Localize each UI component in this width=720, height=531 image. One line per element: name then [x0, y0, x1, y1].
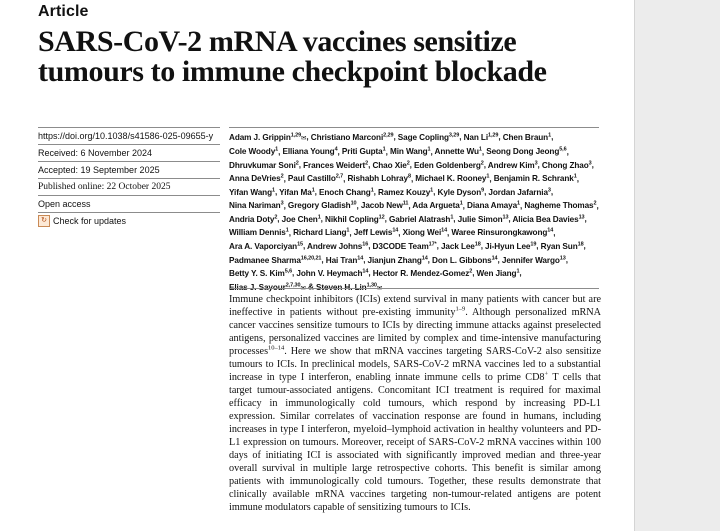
author-name[interactable]: William Dennis$^1$ [229, 227, 289, 238]
author-affiliation: 14 [441, 227, 448, 234]
author-affiliation: 13 [578, 214, 585, 221]
author-affiliation: 16 [362, 241, 369, 248]
author-affiliation: 12 [378, 214, 385, 221]
author-name[interactable]: Nagheme Thomas$^2$ [524, 200, 597, 211]
author-affiliation: 3 [547, 187, 551, 194]
author-name[interactable]: Rishabh Lohray$^8$ [347, 173, 411, 184]
author-name[interactable]: Adam J. Grippin$^{1,29}$✉ [229, 132, 307, 142]
author-name[interactable]: Paul Castillo$^{2,7}$ [287, 173, 344, 184]
citation-ref[interactable]: 1–9 [455, 305, 466, 313]
author-affiliation: 1 [311, 187, 315, 194]
author-name[interactable]: Elias J. Sayour$^{2,7,30}$✉ [229, 281, 306, 292]
author-name[interactable]: Jack Lee$^{18}$ [440, 241, 481, 251]
author-name[interactable]: Nikhil Copling$^{12}$ [325, 214, 385, 224]
author-affiliation: 14 [362, 268, 369, 275]
email-icon[interactable]: ✉ [301, 134, 307, 142]
author-name[interactable]: Andrew Johns$^{16}$ [307, 241, 369, 251]
author-name[interactable]: Eden Goldenberg$^2$ [414, 160, 484, 170]
author-affiliation: 2,7,30 [285, 281, 301, 288]
author-affiliation: 1 [430, 187, 434, 194]
author-name[interactable]: Chen Braun$^1$ [502, 132, 552, 142]
author-name[interactable]: Michael K. Rooney$^1$ [415, 173, 490, 184]
author-affiliation: 2,29 [383, 132, 394, 138]
author-affiliation: 2 [480, 160, 484, 167]
author-affiliation: 3 [280, 200, 284, 207]
author-name[interactable]: Jacob New$^{11}$ [360, 200, 409, 211]
author-name[interactable]: Ada Argueta$^1$ [412, 200, 463, 211]
author-name[interactable]: Seong Dong Jeong$^{5,6}$ [486, 146, 567, 157]
author-affiliation: 14 [392, 227, 399, 234]
author-name[interactable]: Ryan Sun$^{18}$ [540, 241, 584, 251]
author-affiliation: 14 [491, 254, 498, 261]
author-affiliation: 1 [450, 214, 454, 221]
author-affiliation: 2,7 [335, 173, 344, 180]
author-name[interactable]: Dhruvkumar Soni$^2$ [229, 160, 299, 170]
author-name[interactable]: Alicia Bea Davies$^{13}$ [512, 214, 585, 224]
citation-ref[interactable]: + [544, 370, 549, 378]
author-name[interactable]: Priti Gupta$^1$ [341, 146, 386, 157]
viewer-scroll-area[interactable] [634, 0, 720, 531]
author-affiliation: 16,20,21 [300, 254, 322, 261]
author-name[interactable]: Joe Chen$^1$ [281, 214, 321, 224]
author-affiliation: 10 [350, 200, 357, 207]
author-name[interactable]: Jeff Lewis$^{14}$ [353, 227, 399, 238]
author-affiliation: 9 [481, 187, 485, 194]
author-name[interactable]: Chao Xie$^2$ [372, 160, 410, 170]
author-name[interactable]: Christiano Marconi$^{2,29}$ [310, 132, 394, 142]
author-affiliation: 13 [502, 214, 509, 221]
author-affiliation: 1 [346, 227, 350, 234]
author-name[interactable]: John V. Heymach$^{14}$ [296, 268, 369, 279]
author-affiliation: 1 [486, 173, 490, 180]
author-name[interactable]: Hector R. Mendez-Gomez$^2$ [372, 268, 473, 279]
abstract: Immune checkpoint inhibitors (ICIs) extend survival in many patients with cancer but are ineffective in patients without pre-existing immunity$^{1-9}$. Although personalized mRNA cancer vaccines sensitize tumours to ICIs by directing immune attacks against preselected antigens, personalized vaccines are limited by complex and time-intensive manufacturing processes$^{10-14}$. Here we show that mRNA vaccines targeting SARS-CoV-2 also sensitize tumours to ICIs. In preclinical models, SARS-CoV-2 mRNA vaccines led to a substantial increase in type I interferon, enabling innate immune cells to prime CD8+ T cells that target tumour-associated antigens. Concomitant ICI treatment is required for maximal efficacy in immunologically cold tumours, which respond by increasing PD-L1 expression. Similar correlates of vaccination response are found in humans, including increases in type I interferon, myeloid–lymphoid activation in healthy volunteers and PD-L1 expression on tumours. Moreover, receipt of SARS-CoV-2 mRNA vaccines within 100 days of initiating ICI is associated with significantly improved median and three-year overall survival in multiple large retrospective cohorts. This benefit is similar among patients with immunologically cold tumours. Together, these results demonstrate that clinically available mRNA vaccines targeting non-tumour-related antigens are potent immune modulators capable of sensitizing tumours to ICIs. [229, 294, 601, 513]
author-affiliation: 1 [382, 146, 386, 153]
author-name[interactable]: Gabriel Alatrash$^1$ [388, 214, 454, 224]
author-affiliation: 3 [588, 160, 592, 167]
author-affiliation: 1,29 [488, 132, 499, 138]
author-name[interactable]: Cole Woody$^1$ [229, 146, 279, 157]
author-affiliation: 2 [280, 173, 284, 180]
author-name[interactable]: Xiong Wei$^{14}$ [402, 227, 448, 238]
author-affiliation: 19 [530, 241, 537, 248]
article-title: SARS-CoV-2 mRNA vaccines sensitize tumours to immune checkpoint blockade [38, 25, 547, 88]
author-affiliation: 18 [474, 241, 481, 248]
author-name[interactable]: Andria Doty$^2$ [229, 214, 278, 224]
author-name[interactable]: Nina Nariman$^3$ [229, 200, 284, 211]
author-affiliation: 1 [478, 146, 482, 153]
author-affiliation: 2 [274, 214, 278, 221]
accepted-date: Accepted: 19 September 2025 [38, 161, 220, 178]
author-affiliation: 1 [427, 146, 431, 153]
author-name[interactable]: D3CODE Team$^{17*}$ [372, 241, 437, 251]
author-affiliation: 1 [573, 173, 577, 180]
author-affiliation: 5,6 [284, 268, 293, 275]
author-affiliation: 2 [406, 160, 410, 167]
author-affiliation: 1 [370, 187, 374, 194]
author-name[interactable]: Jordan Jafarnia$^3$ [488, 187, 551, 197]
author-name[interactable]: Wen Jiang$^1$ [476, 268, 520, 279]
author-name[interactable]: Ara A. Vaporciyan$^{15}$ [229, 241, 303, 251]
author-affiliation: 3,29 [448, 132, 460, 138]
citation-ref[interactable]: 10–14 [268, 344, 285, 352]
email-icon[interactable]: ✉ [376, 284, 383, 292]
author-affiliation: 1,29 [290, 132, 302, 138]
author-name[interactable]: Ramez Kouzy$^1$ [378, 187, 434, 197]
author-name[interactable]: Nan Li$^{1,29}$ [463, 132, 499, 142]
check-updates-label: Check for updates [53, 216, 127, 226]
author-divider [229, 127, 599, 128]
author-affiliation: 2 [469, 268, 473, 275]
author-affiliation: 1 [271, 187, 275, 194]
author-affiliation: 18 [577, 241, 584, 248]
author-name[interactable]: Julie Simon$^{13}$ [457, 214, 509, 224]
abstract-divider [229, 288, 599, 289]
author-name[interactable]: Yifan Wang$^1$ [229, 187, 275, 197]
published-date: Published online: 22 October 2025 [38, 178, 220, 195]
author-list: Adam J. Grippin$^{1,29}$✉, Christiano Marconi$^{2,29}$, Sage Copling$^{3,29}$, Nan Li$^{1,29}$, Chen Braun$^1$, Cole Woody$^1$, Elliana Young$^4$, Priti Gupta$^1$, Min Wang$^1$, Annette Wu$^1$, Seong Dong Jeong$^{5,6}$, Dhruvkumar Soni$^2$, Frances Weidert$^2$, Chao Xie$^2$, Eden Goldenberg$^2$, Andrew Kim$^3$, Chong Zhao$^3$, Anna DeVries$^2$, Paul Castillo$^{2,7}$, Rishabh Lohray$^8$, Michael K. Rooney$^1$, Benjamin R. Schrank$^1$, Yifan Wang$^1$, Yifan Ma$^1$, Enoch Chang$^1$, Ramez Kouzy$^1$, Kyle Dyson$^9$, Jordan Jafarnia$^3$, Nina Nariman$^3$, Gregory Gladish$^{10}$, Jacob New$^{11}$, Ada Argueta$^1$, Diana Amaya$^1$, Nagheme Thomas$^2$, Andria Doty$^2$, Joe Chen$^1$, Nikhil Copling$^{12}$, Gabriel Alatrash$^1$, Julie Simon$^{13}$, Alicia Bea Davies$^{13}$, William Dennis$^1$, Richard Liang$^1$, Jeff Lewis$^{14}$, Xiong Wei$^{14}$, Waree Rinsurongkawong$^{14}$, Ara A. Vaporciyan$^{15}$, Andrew Johns$^{16}$, D3CODE Team$^{17*}$, Jack Lee$^{18}$, Ji-Hyun Lee$^{19}$, Ryan Sun$^{18}$, Padmanee Sharma$^{16,20,21}$, Hai Tran$^{14}$, Jianjun Zhang$^{14}$, Don L. Gibbons$^{14}$, Jennifer Wargo$^{13}$, Betty Y. S. Kim$^{5,6}$, John V. Heymach$^{14}$, Hector R. Mendez-Gomez$^2$, Wen Jiang$^1$, Elias J. Sayour$^{2,7,30}$✉ & Steven H. Lin$^{1,30}$✉ [229, 132, 599, 292]
author-name[interactable]: Enoch Chang$^1$ [319, 187, 374, 197]
author-name[interactable]: Sage Copling$^{3,29}$ [397, 132, 460, 142]
author-affiliation: 1 [317, 214, 321, 221]
author-affiliation: 14 [421, 254, 428, 261]
author-name[interactable]: Hai Tran$^{14}$ [325, 254, 364, 265]
author-name[interactable]: Diana Amaya$^1$ [467, 200, 521, 211]
email-icon[interactable]: ✉ [300, 284, 306, 292]
author-name[interactable]: Annette Wu$^1$ [434, 146, 482, 157]
author-affiliation: 8 [407, 173, 411, 180]
author-affiliation: 17* [428, 241, 437, 248]
author-name[interactable]: Padmanee Sharma$^{16,20,21}$ [229, 254, 322, 265]
author-affiliation: 1 [548, 132, 552, 138]
check-for-updates-link[interactable] [38, 212, 220, 229]
author-affiliation: 2 [365, 160, 369, 167]
author-affiliation: 1,30 [366, 281, 377, 288]
author-name[interactable]: Gregory Gladish$^{10}$ [287, 200, 357, 211]
author-name[interactable]: Anna DeVries$^2$ [229, 173, 284, 184]
author-affiliation: 13 [559, 254, 566, 261]
author-name[interactable]: Frances Weidert$^2$ [303, 160, 369, 170]
author-affiliation: 14 [547, 227, 554, 234]
author-name[interactable]: Yifan Ma$^1$ [279, 187, 315, 197]
author-affiliation: 3 [534, 160, 538, 167]
author-name[interactable]: Betty Y. S. Kim$^{5,6}$ [229, 268, 293, 279]
author-name[interactable]: Jianjun Zhang$^{14}$ [367, 254, 428, 265]
check-updates-icon: ↻ [38, 215, 50, 227]
author-affiliation: 14 [357, 254, 364, 261]
doi-link[interactable]: https://doi.org/10.1038/s41586-025-09655-y [38, 127, 220, 144]
author-name[interactable]: Ji-Hyun Lee$^{19}$ [485, 241, 537, 251]
author-affiliation: 2 [295, 160, 299, 167]
author-affiliation: 1 [517, 200, 521, 207]
author-name[interactable]: Jennifer Wargo$^{13}$ [501, 254, 566, 265]
author-affiliation: 2 [593, 200, 597, 207]
author-affiliation: 4 [334, 146, 338, 153]
author-affiliation: 15 [297, 241, 303, 248]
open-access-label: Open access [38, 195, 220, 212]
author-affiliation: 1 [459, 200, 463, 207]
received-date: Received: 6 November 2024 [38, 144, 220, 161]
author-name[interactable]: Waree Rinsurongkawong$^{14}$ [451, 227, 554, 238]
author-name[interactable]: Kyle Dyson$^9$ [437, 187, 485, 197]
author-affiliation: 1 [275, 146, 279, 153]
author-name[interactable]: Andrew Kim$^3$ [487, 160, 538, 170]
author-name[interactable]: Richard Liang$^1$ [293, 227, 350, 238]
author-affiliation: 5,6 [559, 146, 567, 153]
author-affiliation: 1 [516, 268, 520, 275]
article-metadata [38, 127, 220, 229]
article-type-label: Article [38, 3, 89, 20]
author-name[interactable]: Don L. Gibbons$^{14}$ [432, 254, 498, 265]
author-name[interactable]: Min Wang$^1$ [389, 146, 431, 157]
author-name[interactable]: Steven H. Lin$^{1,30}$✉ [316, 281, 383, 292]
author-name[interactable]: Chong Zhao$^3$ [541, 160, 592, 170]
author-name[interactable]: Benjamin R. Schrank$^1$ [493, 173, 577, 184]
author-affiliation: 11 [402, 200, 409, 207]
author-affiliation: 1 [285, 227, 289, 234]
author-name[interactable]: Elliana Young$^4$ [282, 146, 338, 157]
